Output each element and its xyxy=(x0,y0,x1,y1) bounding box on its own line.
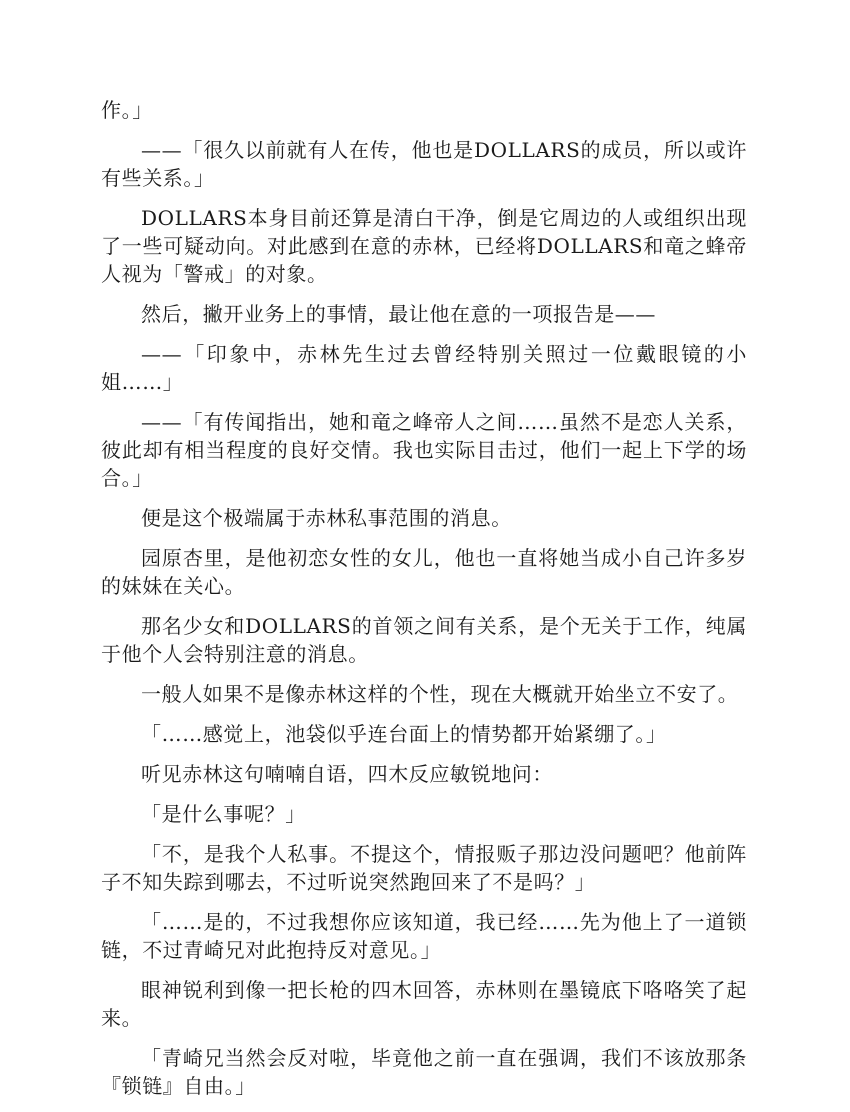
paragraph: DOLLARS本身目前还算是清白干净，倒是它周边的人或组织出现了一些可疑动向。对此感到在意的赤林，已经将DOLLARS和竜之蜂帝人视为「警戒」的对象。 xyxy=(101,206,747,286)
paragraph: 然后，撇开业务上的事情，最让他在意的一项报告是—— xyxy=(141,302,656,326)
paragraph: 「青崎兄当然会反对啦，毕竟他之前一直在强调，我们不该放那条『锁链』自由。」 xyxy=(101,1046,747,1098)
paragraph: 便是这个极端属于赤林私事范围的消息。 xyxy=(141,506,512,530)
paragraph: 一般人如果不是像赤林这样的个性，现在大概就开始坐立不安了。 xyxy=(141,682,739,706)
paragraph: 眼神锐利到像一把长枪的四木回答，赤林则在墨镜底下咯咯笑了起来。 xyxy=(101,978,747,1030)
paragraph: 「是什么事呢？」 xyxy=(141,802,306,826)
paragraph: 作。」 xyxy=(101,98,153,122)
body-text xyxy=(101,96,747,1112)
paragraph: ——「很久以前就有人在传，他也是DOLLARS的成员，所以或许有些关系。」 xyxy=(101,138,747,190)
paragraph: ——「印象中，赤林先生过去曾经特别关照过一位戴眼镜的小姐……」 xyxy=(101,342,747,394)
paragraph: 「不，是我个人私事。不提这个，情报贩子那边没问题吧？他前阵子不知失踪到哪去，不过听说突然跑回来了不是吗？」 xyxy=(101,842,747,894)
paragraph: ——「有传闻指出，她和竜之峰帝人之间……虽然不是恋人关系，彼此却有相当程度的良好交情。我也实际目击过，他们一起上下学的场合。」 xyxy=(101,410,747,490)
paragraph: 园原杏里，是他初恋女性的女儿，他也一直将她当成小自己许多岁的妹妹在关心。 xyxy=(101,546,747,598)
paragraph: 「……感觉上，池袋似乎连台面上的情势都开始紧绷了。」 xyxy=(141,722,667,746)
paragraph: 「……是的，不过我想你应该知道，我已经……先为他上了一道锁链，不过青崎兄对此抱持反对意见。」 xyxy=(101,910,747,962)
paragraph: 那名少女和DOLLARS的首领之间有关系，是个无关于工作，纯属于他个人会特别注意的消息。 xyxy=(101,614,747,666)
paragraph: 听见赤林这句喃喃自语，四木反应敏锐地问： xyxy=(141,762,553,786)
